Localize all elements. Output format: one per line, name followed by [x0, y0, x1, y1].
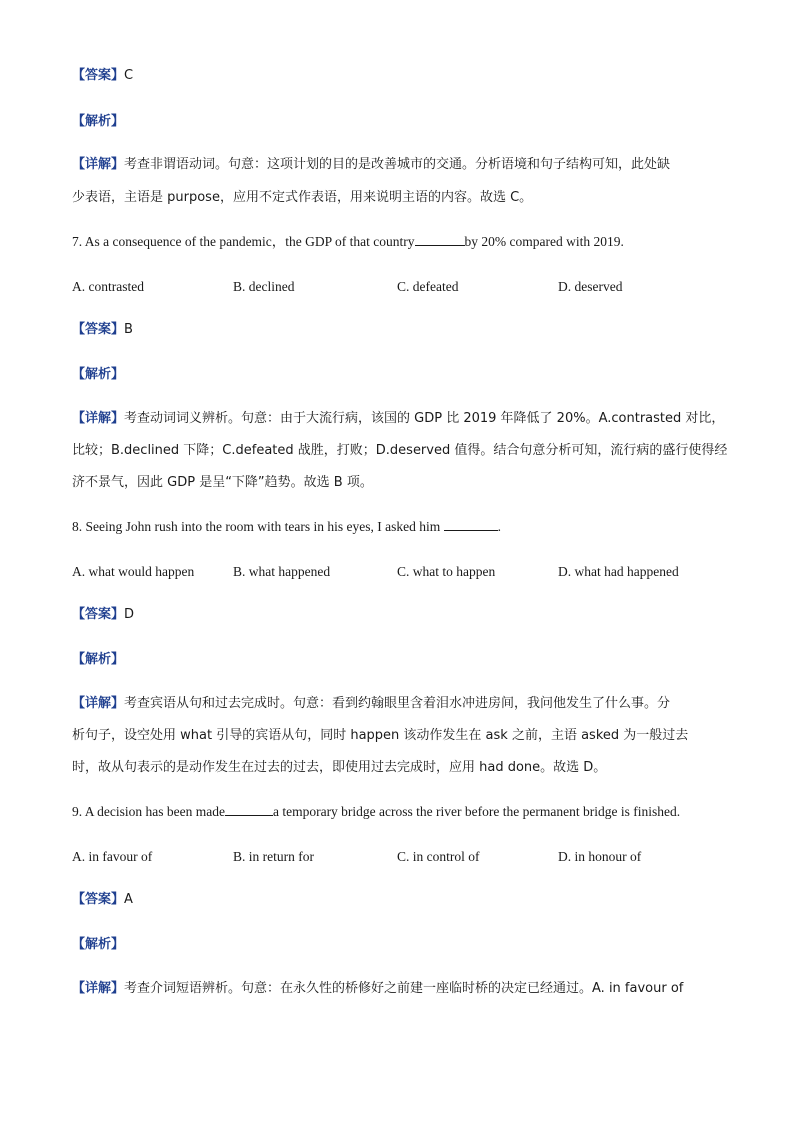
- q6-answer-value: C: [124, 68, 134, 83]
- q7-option-c: C. defeated: [397, 279, 459, 294]
- q7-analysis-line: 【解析】: [72, 367, 125, 382]
- q6-analysis-line: [72, 113, 124, 131]
- q9-option-a: A. in favour of: [72, 849, 153, 864]
- q8-option-c: C. what to happen: [397, 564, 496, 579]
- q6-detail-line-1: 【详解】考查非谓语动词。句意：这项计划的目的是改善城市的交通。分析语境和句子结构可知，此处缺: [72, 157, 671, 172]
- q9-option-b: B. in return for: [233, 849, 314, 864]
- q8-stem: 8. Seeing John rush into the room with tears in his eyes, I asked him .: [72, 519, 501, 534]
- detail-label: 【详解】: [72, 157, 125, 172]
- q9-detail-line-1: 【详解】考查介词短语辨析。句意：在永久性的桥修好之前建一座临时桥的决定已经通过。A. in favour of: [72, 981, 684, 996]
- q6-detail-line-2: 少表语，主语是 purpose，应用不定式作表语，用来说明主语的内容。故选 C。: [72, 190, 533, 205]
- q9-blank: [225, 803, 273, 816]
- q8-answer-value: D: [124, 607, 135, 622]
- q7-detail-line-1: 【详解】考查动词词义辨析。句意：由于大流行病，该国的 GDP 比 2019 年降低了 20%。A.contrasted 对比，: [72, 411, 725, 426]
- q8-answer-line: 【答案】D: [72, 607, 135, 622]
- q8-option-b: B. what happened: [233, 564, 331, 579]
- q9-answer-line: 【答案】A: [72, 892, 133, 907]
- q7-option-a: A. contrasted: [72, 279, 144, 294]
- q8-option-d: D. what had happened: [558, 564, 679, 579]
- q7-detail-line-3: 济不景气，因此 GDP 是呈“下降”趋势。故选 B 项。: [72, 475, 373, 490]
- q7-option-b: B. declined: [233, 279, 295, 294]
- q7-stem: 7. As a consequence of the pandemic，the GDP of that country by 20% compared with 2019.: [72, 234, 624, 249]
- analysis-label: 【解析】: [72, 114, 125, 129]
- q8-option-a: A. what would happen: [72, 564, 195, 579]
- q7-blank: [415, 233, 465, 246]
- q8-blank: [444, 518, 498, 531]
- q7-option-d: D. deserved: [558, 279, 623, 294]
- q8-detail-line-2: 析句子，设空处用 what 引导的宾语从句，同时 happen 该动作发生在 ask 之前，主语 asked 为一般过去: [72, 728, 689, 743]
- q9-answer-value: A: [124, 892, 133, 907]
- q8-detail-line-3: 时，故从句表示的是动作发生在过去的过去，即使用过去完成时，应用 had done。故选 D。: [72, 760, 607, 775]
- q9-option-d: D. in honour of: [558, 849, 642, 864]
- q7-detail-line-2: 比较；B.declined 下降；C.defeated 战胜，打败；D.deserved 值得。结合句意分析可知，流行病的盛行使得经: [72, 443, 728, 458]
- q9-stem: 9. A decision has been made a temporary bridge across the river before the permanent bridge is finished.: [72, 804, 681, 819]
- q7-answer-value: B: [124, 322, 133, 337]
- q9-analysis-line: 【解析】: [72, 937, 125, 952]
- answer-label: 【答案】: [72, 68, 125, 83]
- q8-detail-line-1: 【详解】考查宾语从句和过去完成时。句意：看到约翰眼里含着泪水冲进房间，我问他发生了什么事。分: [72, 696, 671, 711]
- q7-answer-line: 【答案】B: [72, 322, 133, 337]
- q9-option-c: C. in control of: [397, 849, 480, 864]
- q6-answer-line: [72, 67, 133, 85]
- q8-analysis-line: 【解析】: [72, 652, 125, 667]
